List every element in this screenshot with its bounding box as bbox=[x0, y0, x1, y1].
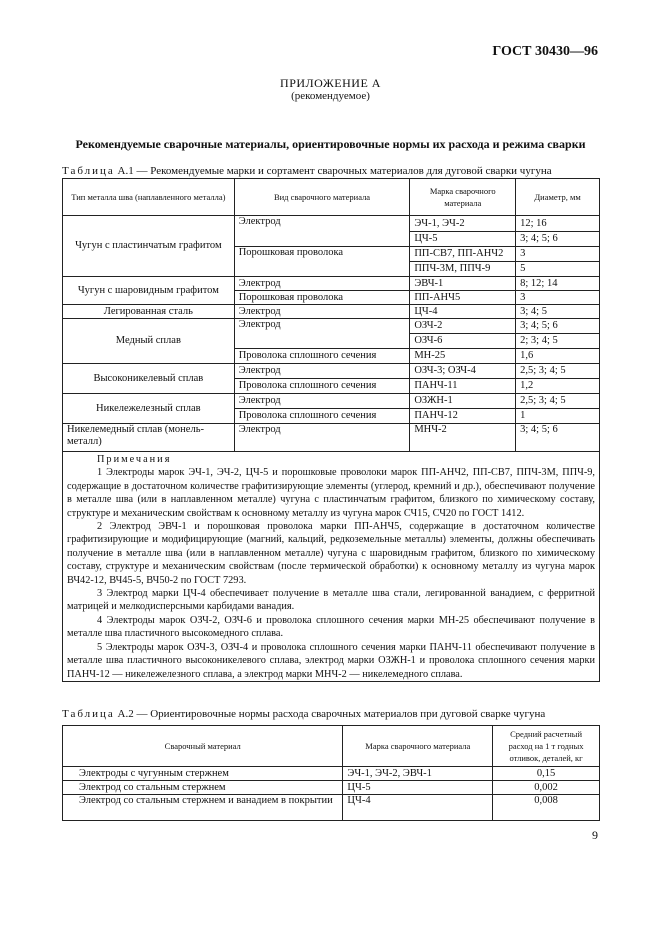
brand-cell: ЭЧ-1, ЭЧ-2, ЭВЧ-1 bbox=[343, 767, 493, 781]
header-material-brand: Марка сварочного материала bbox=[343, 726, 493, 767]
table-row bbox=[63, 781, 600, 795]
diameter-cell: 1,6 bbox=[516, 349, 600, 364]
diameter-cell: 2,5; 3; 4; 5 bbox=[516, 364, 600, 379]
note-1: 1 Электроды марок ЭЧ-1, ЭЧ-2, ЦЧ-5 и порошковые проволоки марок ПП-АНЧ2, ПП-СВ7, ППЧ-3М, ППЧ-9, содержащие в достаточном количестве графитизирующие элементы (углерод, кремний и др.), обеспечивают получение в металле шва (или в наплавленном металле) чугуна с пластинчатым графитом, близкого по химическому составу, структуре и механическим свойствам к основному металлу из чугуна марок СЧ15, СЧ20 по ГОСТ 1412. bbox=[67, 467, 595, 519]
diameter-cell: 3; 4; 5; 6 bbox=[516, 319, 600, 334]
metal-type-cell: Легированная сталь bbox=[63, 305, 235, 319]
table-row bbox=[63, 305, 600, 319]
standard-number: ГОСТ 30430—96 bbox=[492, 44, 598, 59]
material-kind-cell: Электрод bbox=[234, 364, 410, 379]
brand-cell: ЦЧ-5 bbox=[343, 781, 493, 795]
header-metal-type: Тип металла шва (наплавленного металла) bbox=[63, 179, 235, 216]
note-3: 3 Электрод марки ЦЧ-4 обеспечивает получение в металле шва стали, легированной ванадием, с ферритной матрицей и мелкодисперсными карбидами ванадия. bbox=[67, 588, 595, 613]
brand-cell: ЦЧ-4 bbox=[410, 305, 516, 319]
header-consumption-rate: Средний расчетный расход на 1 т годных отливок, деталей, кг bbox=[493, 726, 600, 767]
diameter-cell: 3 bbox=[516, 291, 600, 305]
diameter-cell: 3; 4; 5; 6 bbox=[516, 424, 600, 452]
table-a2-header-row bbox=[63, 726, 600, 767]
table-a2-caption bbox=[62, 708, 545, 720]
header-material-kind: Вид сварочного материала bbox=[234, 179, 410, 216]
header-material-brand: Марка сварочного материала bbox=[410, 179, 516, 216]
brand-cell: ПП-АНЧ5 bbox=[410, 291, 516, 305]
brand-cell: МНЧ-2 bbox=[410, 424, 516, 452]
table-row bbox=[63, 277, 600, 291]
diameter-cell: 2,5; 3; 4; 5 bbox=[516, 394, 600, 409]
brand-cell: ЭЧ-1, ЭЧ-2 bbox=[410, 216, 516, 232]
diameter-cell: 8; 12; 14 bbox=[516, 277, 600, 291]
metal-type-cell: Чугун с шаровидным графитом bbox=[63, 277, 235, 305]
brand-cell: ППЧ-3М, ППЧ-9 bbox=[410, 262, 516, 277]
material-kind-cell: Электрод bbox=[234, 216, 410, 247]
material-kind-cell: Электрод bbox=[234, 424, 410, 452]
metal-type-cell: Медный сплав bbox=[63, 319, 235, 364]
table-a2-caption-text: А.2 — Ориентировочные нормы расхода сварочных материалов при дуговой сварке чугуна bbox=[114, 708, 546, 720]
note-4: 4 Электроды марок ОЗЧ-2, ОЗЧ-6 и проволока сплошного сечения марки МН-25 обеспечивают получение в металле шва пластичного высокомедного сплава. bbox=[67, 614, 595, 640]
diameter-cell: 1,2 bbox=[516, 379, 600, 394]
brand-cell: ЦЧ-5 bbox=[410, 232, 516, 247]
appendix-title: ПРИЛОЖЕНИЕ А bbox=[280, 76, 381, 90]
diameter-cell: 1 bbox=[516, 409, 600, 424]
diameter-cell: 5 bbox=[516, 262, 600, 277]
section-heading: Рекомендуемые сварочные материалы, ориентировочные нормы их расхода и режима сварки bbox=[75, 137, 586, 151]
table-a1-header-row bbox=[63, 179, 600, 216]
diameter-cell: 3 bbox=[516, 247, 600, 262]
table-row bbox=[63, 767, 600, 781]
brand-cell: ОЗЧ-3; ОЗЧ-4 bbox=[410, 364, 516, 379]
diameter-cell: 2; 3; 4; 5 bbox=[516, 334, 600, 349]
rate-cell: 0,008 bbox=[493, 795, 600, 821]
page-number: 9 bbox=[592, 828, 598, 842]
header-diameter: Диаметр, мм bbox=[516, 179, 600, 216]
notes-title: Примечания bbox=[97, 454, 172, 465]
rate-cell: 0,002 bbox=[493, 781, 600, 795]
table-a2 bbox=[62, 725, 600, 821]
material-kind-cell: Порошковая проволока bbox=[234, 247, 410, 277]
table-row bbox=[63, 394, 600, 409]
brand-cell: МН-25 bbox=[410, 349, 516, 364]
table-row bbox=[63, 319, 600, 334]
material-cell: Электрод со стальным стержнем bbox=[63, 781, 343, 795]
material-kind-cell: Электрод bbox=[234, 394, 410, 409]
header-welding-material: Сварочный материал bbox=[63, 726, 343, 767]
table-a1-caption-text: А.1 — Рекомендуемые марки и сортамент сварочных материалов для дуговой сварки чугуна bbox=[114, 165, 552, 177]
table-row bbox=[63, 424, 600, 452]
brand-cell: ПП-СВ7, ПП-АНЧ2 bbox=[410, 247, 516, 262]
diameter-cell: 3; 4; 5; 6 bbox=[516, 232, 600, 247]
material-cell: Электрод со стальным стержнем и ванадием в покрытии bbox=[63, 795, 343, 821]
rate-cell: 0,15 bbox=[493, 767, 600, 781]
material-kind-cell: Проволока сплошного сечения bbox=[234, 379, 410, 394]
brand-cell: ОЗЖН-1 bbox=[410, 394, 516, 409]
table-a1-caption-prefix: Таблица bbox=[62, 165, 115, 177]
table-row bbox=[63, 795, 600, 821]
brand-cell: ЦЧ-4 bbox=[343, 795, 493, 821]
diameter-cell: 12; 16 bbox=[516, 216, 600, 232]
notes-block bbox=[62, 450, 600, 682]
table-row bbox=[63, 216, 600, 232]
brand-cell: ОЗЧ-2 bbox=[410, 319, 516, 334]
material-kind-cell: Электрод bbox=[234, 305, 410, 319]
material-kind-cell: Электрод bbox=[234, 277, 410, 291]
table-row bbox=[63, 364, 600, 379]
brand-cell: ЭВЧ-1 bbox=[410, 277, 516, 291]
diameter-cell: 3; 4; 5 bbox=[516, 305, 600, 319]
table-a1 bbox=[62, 178, 600, 452]
note-2: 2 Электрод ЭВЧ-1 и порошковая проволока марки ПП-АНЧ5, содержащие в достаточном количестве графитизирующие и модифицирующие (магний, кальций, редкоземельные металлы) элементы, должны обеспечивать получение в металле шва (или в наплавленном металле) чугуна с шаровидным графитом, близкого по химическому составу, структуре и механическим свойствам (после термической обработки) к основному металлу из чугуна марок ВЧ42-12, ВЧ45-5, ВЧ50-2 по ГОСТ 7293. bbox=[67, 521, 595, 586]
material-kind-cell: Проволока сплошного сечения bbox=[234, 349, 410, 364]
metal-type-cell: Чугун с пластинчатым графитом bbox=[63, 216, 235, 277]
table-a1-caption bbox=[62, 165, 552, 177]
table-a2-caption-prefix: Таблица bbox=[62, 708, 115, 720]
metal-type-cell: Никележелезный сплав bbox=[63, 394, 235, 424]
brand-cell: ПАНЧ-12 bbox=[410, 409, 516, 424]
material-kind-cell: Электрод bbox=[234, 319, 410, 349]
material-kind-cell: Проволока сплошного сечения bbox=[234, 409, 410, 424]
material-kind-cell: Порошковая проволока bbox=[234, 291, 410, 305]
material-cell: Электроды с чугунным стержнем bbox=[63, 767, 343, 781]
brand-cell: ОЗЧ-6 bbox=[410, 334, 516, 349]
brand-cell: ПАНЧ-11 bbox=[410, 379, 516, 394]
appendix-subtitle: (рекомендуемое) bbox=[291, 90, 370, 102]
metal-type-cell: Никелемедный сплав (монель-металл) bbox=[63, 424, 235, 452]
note-5: 5 Электроды марок ОЗЧ-3, ОЗЧ-4 и проволока сплошного сечения марки ПАНЧ-11 обеспечивают получение в металле шва пластичного высоконикелевого сплава, электрод марки ОЗЖН-1 и проволока сплошного сечения марки ПАНЧ-12 — никележелезного сплава, а электрод марки МНЧ-2 — никелемедного сплава. bbox=[67, 641, 595, 680]
metal-type-cell: Высоконикелевый сплав bbox=[63, 364, 235, 394]
